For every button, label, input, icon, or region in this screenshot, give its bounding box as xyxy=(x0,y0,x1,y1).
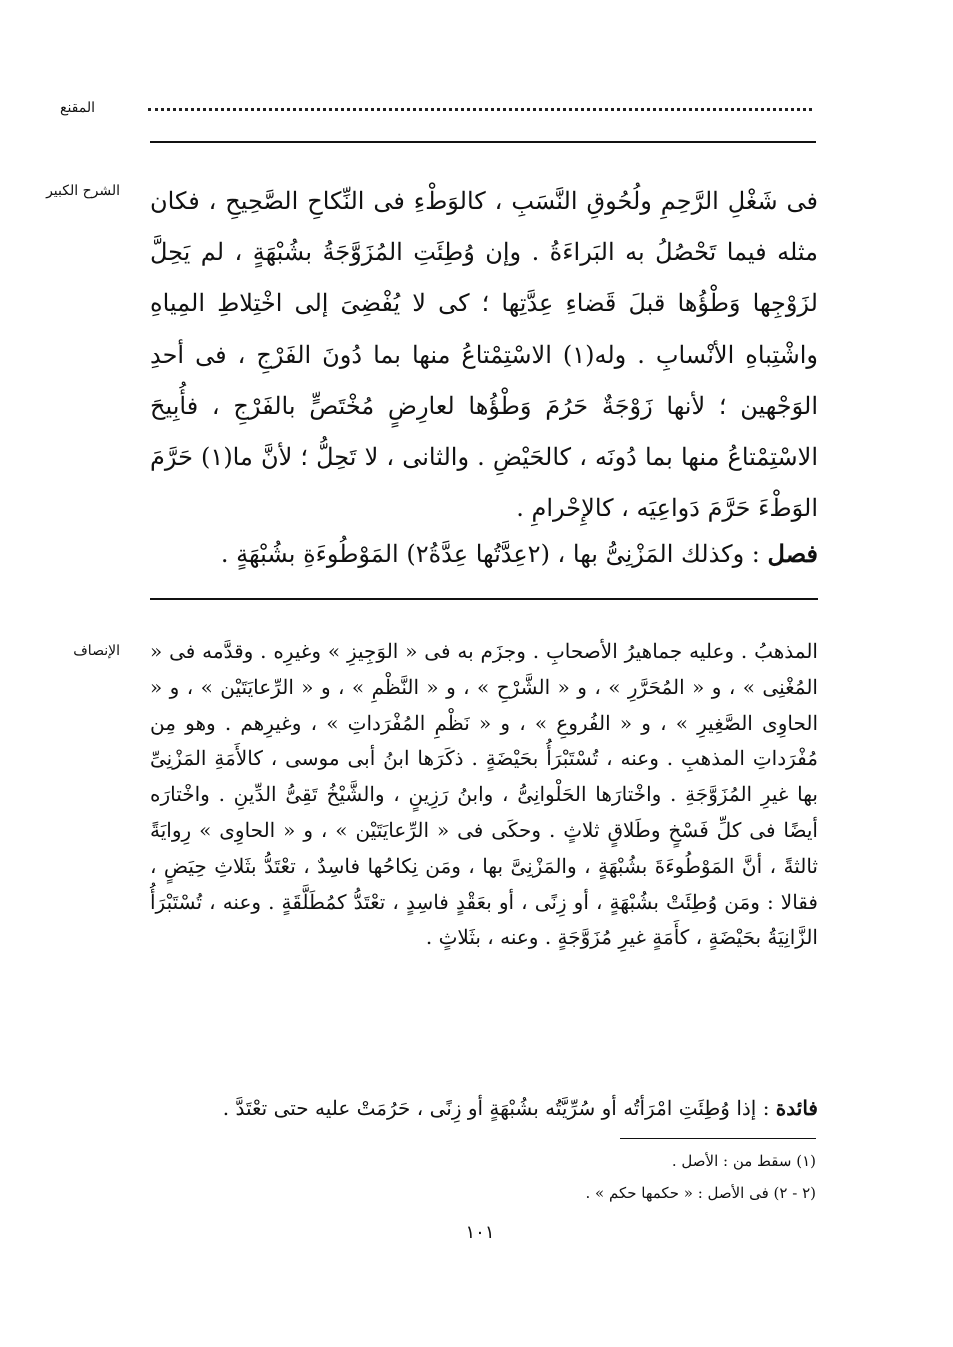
fasl-line xyxy=(150,534,818,574)
insaf-paragraph: المذهبُ . وعليه جماهيرُ الأصحابِ . وجزَم به فى « الوَجِيزِ » وغيرِه . وقدَّمه فى « المُغْنِى » ، و « المُحَرَّرِ » ، و « الشَّرْحِ » ، و « النَّظْمِ » ، و « الرِّعايَتَيْن » ، و « الحاوِى الصَّغِيرِ » ، و « الفُروعِ » ، و « نَظْمِ المُفْرَداتِ » ، وغيرِهم . وهو مِن مُفْرَداتِ المذهبِ . وعنه ، تُسْتَبْرَأُ بحَيْضَةٍ . ذكَرَها ابنُ أبى موسى ، كالأَمَةِ المَزْنِىِّ بها غيرِ المُزَوَّجَةِ . واخْتارَها الحَلْوانِىُّ ، وابنُ رَزِينٍ ، والشَّيْخُ تَقِىُّ الدِّينِ . واخْتارَه أيضًا فى كلِّ فَسْخٍ وطَلاقٍ ثلاثٍ . وحكَى فى « الرِّعايَتَيْن » ، و « الحاوِى » رِوايَةً ثالثةً ، أنَّ المَوْطُوءَةَ بشُبْهَةٍ ، والمَزْنِىَّ بها ، ومَن نِكاحُها فاسِدٌ ، تعْتَدُّ بثَلاثِ حِيَضٍ ، فقالا : ومَن وُطِئَتْ بشُبْهَةٍ ، أو زِنًى ، أو بعَقْدٍ فاسِدٍ ، تعْتَدُّ كمُطَلَّقَةٍ . وعنه ، تُسْتَبْرَأُ الزَّانِيَةُ بحَيْضَةٍ ، كأَمَةٍ غيرِ مُزَوَّجَةٍ . وعنه ، بثَلاثٍ . xyxy=(150,639,818,950)
insaf-section xyxy=(150,634,818,956)
sharh-paragraph: فى شَغْلِ الرَّحِمِ ولُحُوقِ النَّسَبِ ، كالوَطْءِ فى النِّكاحِ الصَّحِيحِ ، فكان مثله فيما تَحْصُلُ به البَراءَةُ . وإن وُطِئَتِ المُزَوَّجَةُ بشُبْهَةٍ ، لم يَحِلَّ لزَوْجِها وَطْؤُها قبلَ قَضاءِ عِدَّتِها ؛ كى لا يُفْضِىَ إلى اخْتِلاطِ المِياهِ واشْتِباهِ الأنْسابِ . وله(١) الاسْتِمْتاعُ منها بما دُونَ الفَرْجِ ، فى أحدِ الوَجْهين ؛ لأنها زَوْجَةٌ حَرُمَ وَطْؤُها لعارِضٍ مُخْتَصٍّ بالفَرْجِ ، فأُبِيحَ الاسْتِمْتاعُ منها بما دُونَه ، كالحَيْضِ . والثانى ، لا تَحِلُّ ؛ لأنَّ ما(١) حَرَّمَ الوَطْءَ حَرَّمَ دَواعِيَه ، كالإِحْرامِ . xyxy=(150,187,819,523)
section-divider xyxy=(150,598,818,600)
faida-line xyxy=(150,1090,818,1126)
fasl-label: فصل xyxy=(767,539,818,568)
header-dotted-leader xyxy=(148,100,812,111)
side-label-sharh: الشرح الكبير xyxy=(46,183,120,199)
footnote-1: (١) سقط من : الأصل . xyxy=(671,1152,816,1170)
faida-text: : إذا وُطِئَتِ امْرَأتُه أو سُرِّيَّتُه بشُبْهَةٍ أو زِنًى ، حَرُمَتْ عليه حتى تعْتَدَّ . xyxy=(222,1096,770,1120)
footnote-2: (٢ - ٢) فى الأصل : « حكمها حكم » . xyxy=(585,1184,816,1202)
faida-label: فائدة xyxy=(775,1096,818,1120)
page-number: ١٠١ xyxy=(465,1222,495,1243)
fasl-text: : وكذلك المَزْنِىُّ بها ، (٢عِدَّتُها عِدَّةُ٢) المَوْطُوءَةِ بشُبْهَةٍ . xyxy=(220,540,760,568)
book-title: المقنع xyxy=(60,100,96,116)
header-rule xyxy=(150,141,816,143)
sharh-section xyxy=(150,176,818,534)
footnote-rule xyxy=(620,1138,816,1139)
side-label-insaf: الإنصاف xyxy=(73,643,120,659)
